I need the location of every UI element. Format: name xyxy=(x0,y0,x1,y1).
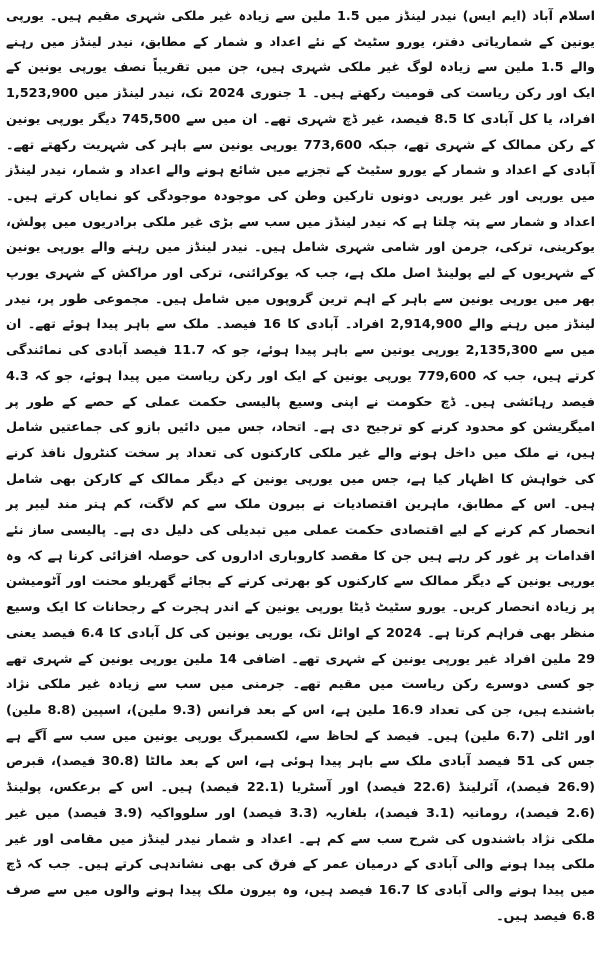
article-body: اسلام آباد (ایم ایس) نیدر لینڈز میں 1.5 ملین سے زیادہ غیر ملکی شہری مقیم ہیں۔ یورپی یونین کے شماریاتی دفتر، یورو سٹیٹ کے نئے اعداد و شمار کے مطابق، نیدر لینڈز میں رہنے والے 1.5 ملین سے زیادہ لوگ غیر ملکی شہری ہیں، جن میں تقریباً نصف یورپی یونین کے ایک اور رکن ریاست کی قومیت رکھتے ہیں۔ 1 جنوری 2024 تک، نیدر لینڈز میں 1,523,900 افراد، یا کل آبادی کا 8.5 فیصد، غیر ڈچ شہری تھے۔ ان میں سے 745,500 دیگر یورپی یونین کے رکن ممالک کے شہری تھے، جبکہ 773,600 یورپی یونین سے باہر کی شہریت رکھتے تھے۔ آبادی کے اعداد و شمار کے یورو سٹیٹ کے تجزیے میں شائع ہونے والے اعداد و شمار، نیدر لینڈز میں یورپی اور غیر یورپی دونوں تارکین وطن کی موجودہ موجودگی کو نمایاں کرتے ہیں۔ اعداد و شمار سے پتہ چلتا ہے کہ نیدر لینڈز میں سب سے بڑی غیر ملکی برادریوں میں پولش، یوکرینی، ترکی، جرمن اور شامی شہری شامل ہیں۔ نیدر لینڈز میں رہنے والے یورپی یونین کے شہریوں کے لیے پولینڈ اصل ملک ہے، جب کہ یوکرائنی، ترکی اور مراکش کے شہری یورپ بھر میں یورپی یونین سے باہر کے اہم ترین گروپوں میں شامل ہیں۔ مجموعی طور پر، نیدر لینڈز میں رہنے والے 2,914,900 افراد۔ آبادی کا 16 فیصد۔ ملک سے باہر پیدا ہوئے تھے۔ ان میں سے 2,135,300 یورپی یونین سے باہر پیدا ہوئے، جو کہ 11.7 فیصد آبادی کی نمائندگی کرتے ہیں، جب کہ 779,600 یورپی یونین کے ایک اور رکن ریاست میں پیدا ہوئے، جو کہ 4.3 فیصد رہائشی ہیں۔ ڈچ حکومت نے اپنی وسیع پالیسی حکمت عملی کے حصے کے طور پر امیگریشن کو محدود کرنے کو ترجیح دی ہے۔ اتحاد، جس میں دائیں بازو کی جماعتیں شامل ہیں، نے ملک میں داخل ہونے والے غیر ملکی کارکنوں کی تعداد پر سخت کنٹرول نافذ کرنے کی خواہش کا اظہار کیا ہے، جس میں یورپی یونین کے دیگر ممالک کے کارکن بھی شامل ہیں۔ اس کے مطابق، ماہرین اقتصادیات نے بیرون ملک سے کم لاگت، کم ہنر مند لیبر پر انحصار کم کرنے کے لیے اقتصادی حکمت عملی میں تبدیلی کی دلیل دی ہے۔ پالیسی ساز نئے اقدامات پر غور کر رہے ہیں جن کا مقصد کاروباری اداروں کی حوصلہ افزائی کرنا ہے کہ وہ یورپی یونین کے دیگر ممالک سے کارکنوں کو بھرتی کرنے کے بجائے گھریلو محنت اور آٹومیشن پر زیادہ انحصار کریں۔ یورو سٹیٹ ڈیٹا یورپی یونین کے اندر ہجرت کے رجحانات کا ایک وسیع منظر بھی فراہم کرتا ہے۔ 2024 کے اوائل تک، یورپی یونین کی کل آبادی کا 6.4 فیصد یعنی 29 ملین افراد غیر یورپی یونین کے شہری تھے۔ اضافی 14 ملین یورپی یونین کے شہری تھے جو کسی دوسرے رکن ریاست میں مقیم تھے۔ جرمنی میں سب سے زیادہ غیر ملکی نژاد باشندے ہیں، جن کی تعداد 16.9 ملین ہے، اس کے بعد فرانس (9.3 ملین)، اسپین (8.8 ملین) اور اٹلی (6.7 ملین) ہیں۔ فیصد کے لحاظ سے، لکسمبرگ یورپی یونین میں سب سے آگے ہے جس کی 51 فیصد آبادی ملک سے باہر پیدا ہوئی ہے، اس کے بعد مالٹا (30.8 فیصد)، قبرص (26.9 فیصد)، آئرلینڈ (22.6 فیصد) اور آسٹریا (22.1 فیصد) ہیں۔ اس کے برعکس، پولینڈ (2.6 فیصد)، رومانیہ (3.1 فیصد)، بلغاریہ (3.3 فیصد) اور سلوواکیہ (3.9 فیصد) میں غیر ملکی نژاد باشندوں کی شرح سب سے کم ہے۔ اعداد و شمار نیدر لینڈز میں مقامی اور غیر ملکی پیدا ہونے والی آبادی کے درمیان عمر کے فرق کی بھی نشاندہی کرتے ہیں۔ جب کہ ڈچ میں پیدا ہونے والی آبادی کا 16.7 فیصد ہیں، وہ بیرون ملک پیدا ہونے والوں میں سے صرف 6.8 فیصد ہیں۔ xyxy=(6,9,596,924)
